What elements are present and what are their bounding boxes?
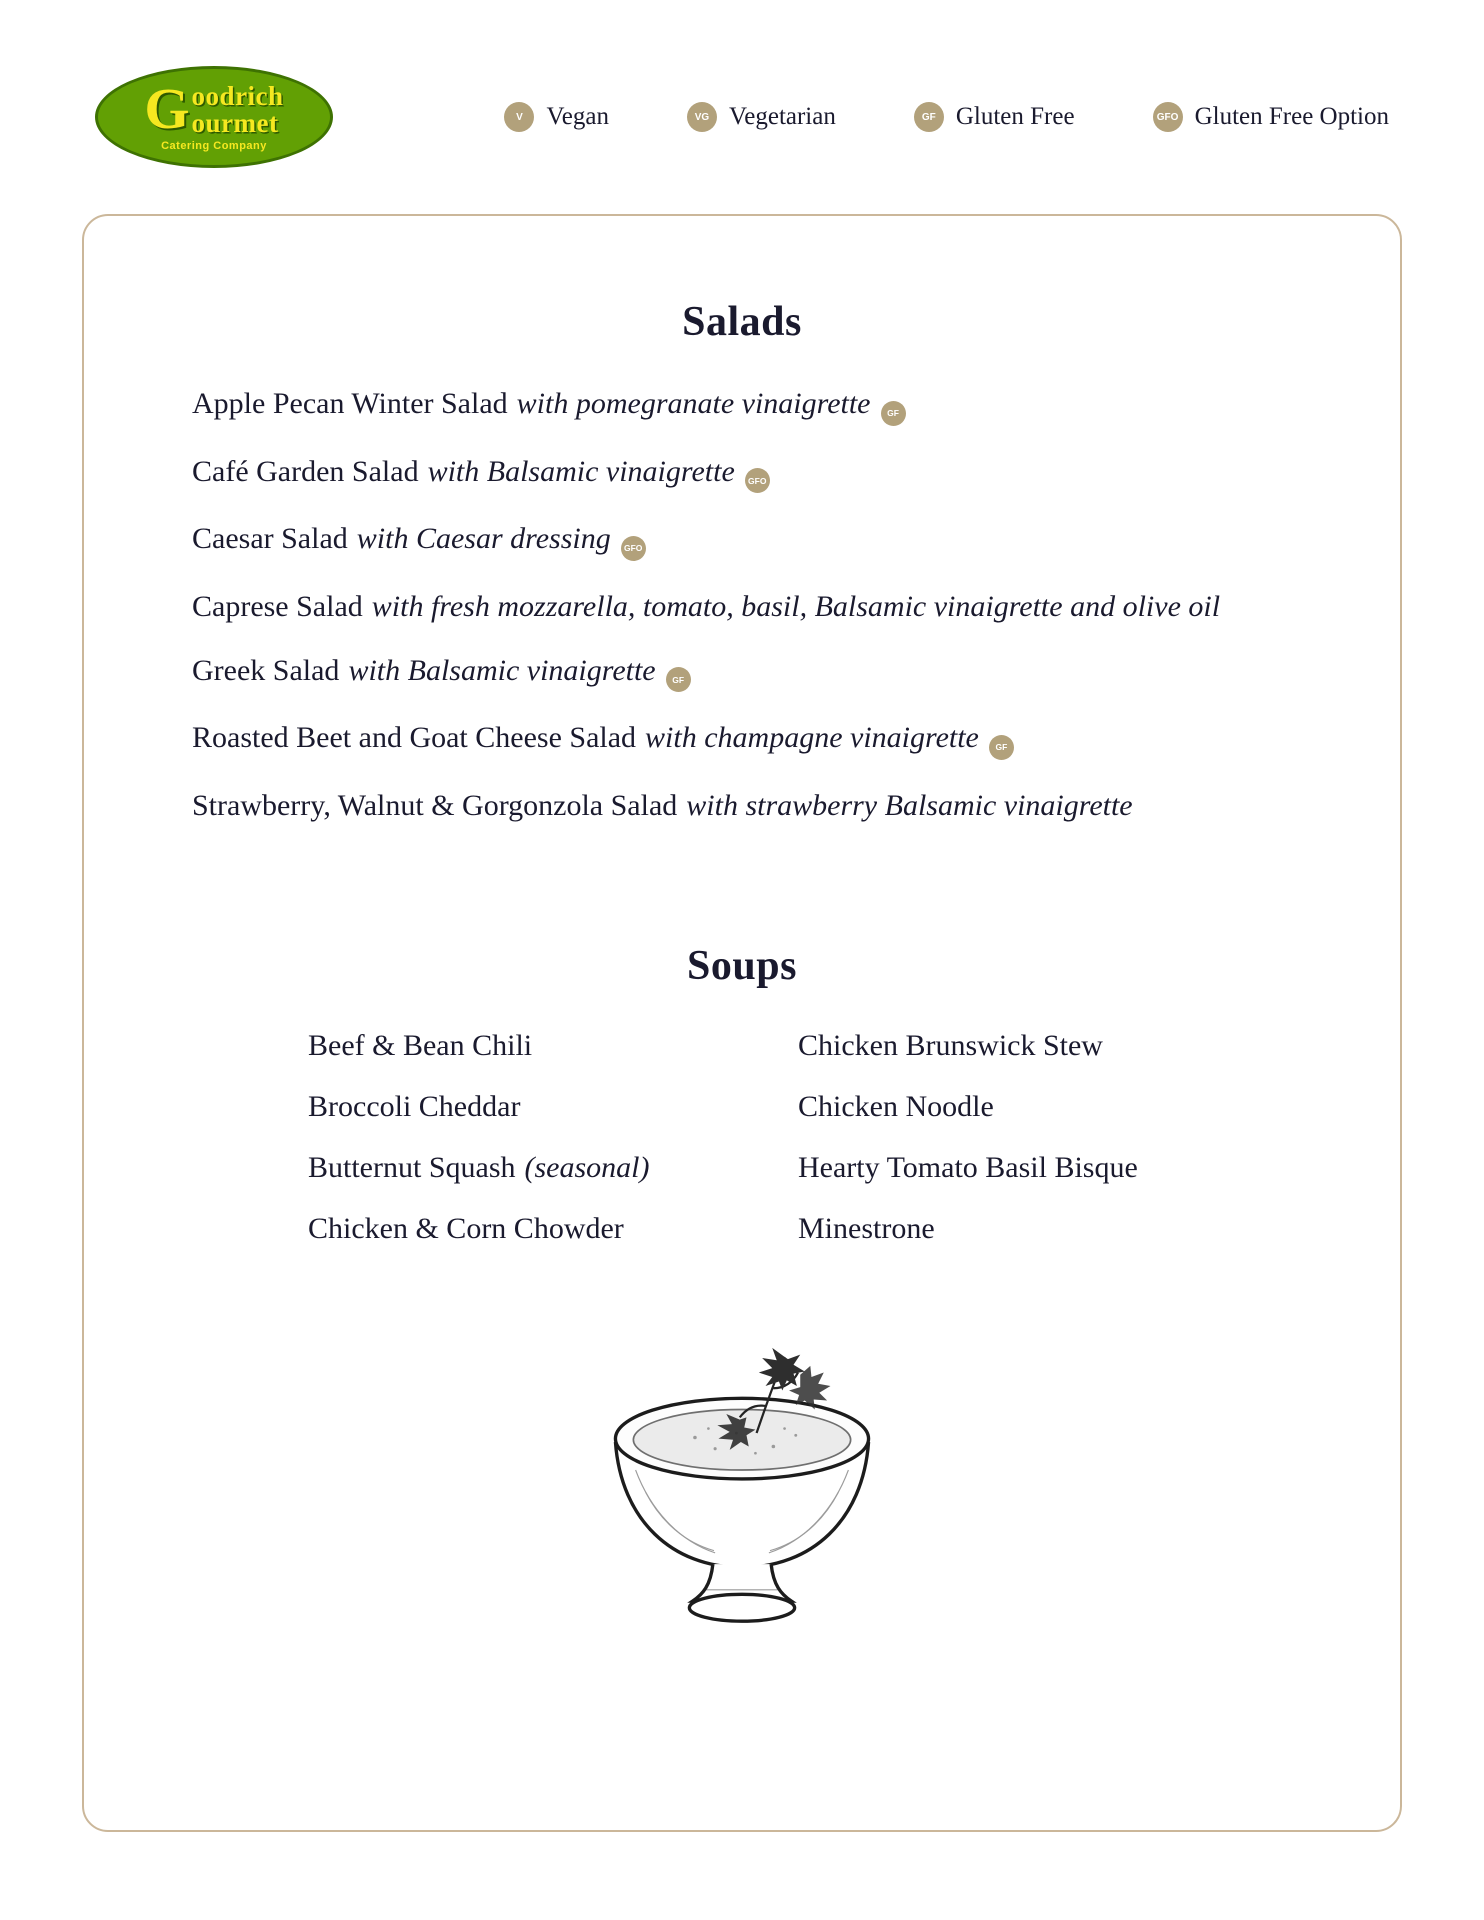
item-name: Minestrone <box>798 1211 935 1245</box>
item-name: Beef & Bean Chili <box>308 1028 533 1062</box>
menu-item <box>192 454 1310 494</box>
item-description: with Balsamic vinaigrette <box>348 653 656 687</box>
soups-column-right <box>798 1028 1138 1272</box>
item-name: Hearty Tomato Basil Bisque <box>798 1150 1138 1184</box>
soups-section-title: Soups <box>687 942 797 989</box>
menu-item <box>798 1150 1138 1186</box>
item-description: with strawberry Balsamic vinaigrette <box>686 788 1133 822</box>
logo-word-goodrich: oodrich <box>191 80 284 111</box>
item-description: with Balsamic vinaigrette <box>427 454 735 488</box>
menu-item <box>308 1211 798 1247</box>
header <box>0 0 1484 168</box>
item-description: with fresh mozzarella, tomato, basil, Balsamic vinaigrette and olive oil <box>371 589 1221 623</box>
salads-list <box>174 386 1310 824</box>
dietary-legend <box>504 102 1389 132</box>
legend-item-vegan <box>504 102 608 132</box>
legend-item-gluten-free <box>914 102 1075 132</box>
item-description: with Caesar dressing <box>356 522 611 555</box>
logo-initial: G <box>144 76 190 142</box>
gluten-free-badge-icon: GF <box>914 102 944 132</box>
dietary-badge-icon: GF <box>666 667 691 692</box>
dietary-badge-icon: GFO <box>745 468 770 493</box>
item-name: Strawberry, Walnut & Gorgonzola Salad <box>192 788 678 822</box>
item-description: with pomegranate vinaigrette <box>516 387 871 420</box>
item-name: Chicken & Corn Chowder <box>308 1211 624 1245</box>
dietary-badge-icon: GF <box>881 401 906 426</box>
item-description: with champagne vinaigrette <box>645 721 979 754</box>
salads-section-title: Salads <box>682 299 802 345</box>
legend-item-vegetarian <box>687 102 836 132</box>
menu-item <box>192 788 1310 824</box>
soups-columns <box>174 1028 1310 1272</box>
menu-item <box>308 1150 798 1186</box>
menu-item <box>798 1089 1138 1125</box>
item-name: Broccoli Cheddar <box>308 1089 521 1123</box>
logo-wordmark <box>144 76 284 142</box>
logo-word-gourmet: ourmet <box>191 107 279 138</box>
menu-item <box>798 1028 1138 1064</box>
legend-label: Gluten Free Option <box>1194 103 1389 130</box>
soups-column-left <box>308 1028 798 1272</box>
soup-bowl-illustration <box>174 1330 1310 1666</box>
item-name: Chicken Noodle <box>798 1089 994 1123</box>
logo-subtitle: Catering Company <box>161 139 267 152</box>
menu-item <box>192 653 1310 693</box>
item-description: (seasonal) <box>524 1150 650 1184</box>
soup-bowl-sketch-icon <box>574 1330 910 1666</box>
menu-card <box>82 214 1402 1832</box>
item-name: Butternut Squash <box>308 1150 516 1184</box>
item-name: Café Garden Salad <box>192 454 419 488</box>
item-name: Caesar Salad <box>192 522 348 555</box>
vegetarian-badge-icon: VG <box>687 102 717 132</box>
menu-item <box>192 720 1310 760</box>
menu-item <box>308 1089 798 1125</box>
dietary-badge-icon: GF <box>989 735 1014 760</box>
dietary-badge-icon: GFO <box>621 536 646 561</box>
item-name: Greek Salad <box>192 653 340 687</box>
menu-item <box>798 1211 1138 1247</box>
item-name: Roasted Beet and Goat Cheese Salad <box>192 721 637 754</box>
legend-label: Vegan <box>546 103 609 130</box>
item-name: Caprese Salad <box>192 589 363 623</box>
legend-item-gluten-free-option <box>1153 102 1389 132</box>
vegan-badge-icon: V <box>504 102 534 132</box>
goodrich-gourmet-logo <box>95 66 333 168</box>
menu-item <box>192 386 1310 426</box>
item-name: Apple Pecan Winter Salad <box>192 387 508 420</box>
legend-label: Vegetarian <box>728 103 836 130</box>
gluten-free-option-badge-icon: GFO <box>1153 102 1183 132</box>
menu-item <box>308 1028 798 1064</box>
item-name: Chicken Brunswick Stew <box>798 1028 1103 1062</box>
legend-label: Gluten Free <box>955 103 1075 130</box>
menu-item <box>192 589 1310 625</box>
menu-item <box>192 521 1310 561</box>
